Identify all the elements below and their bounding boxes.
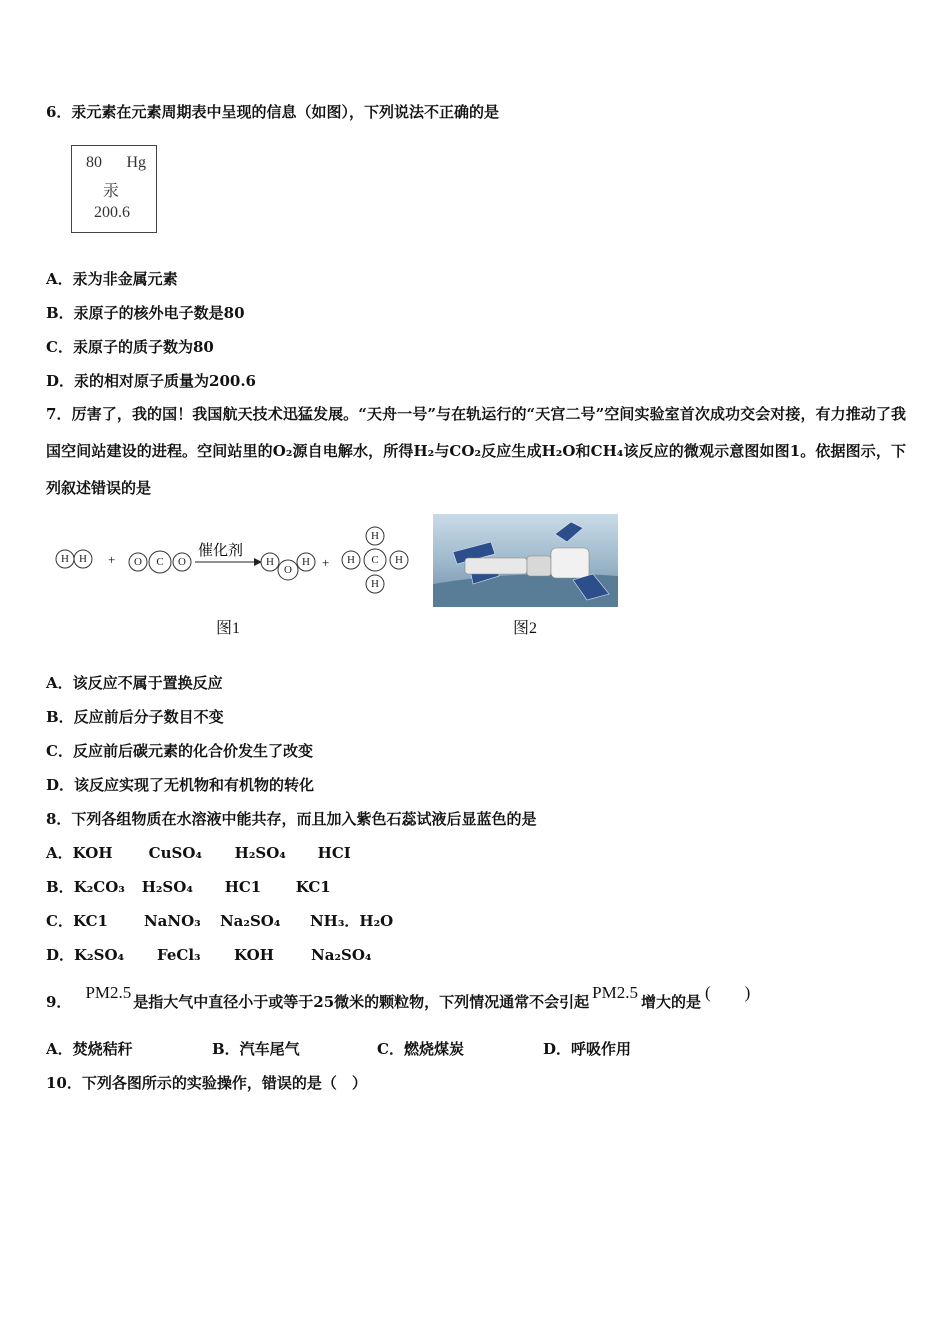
svg-text:O: O bbox=[178, 556, 186, 568]
pm25-term: PM2.5 bbox=[85, 983, 132, 1002]
h2-molecule bbox=[56, 550, 92, 568]
substance: KC1 bbox=[72, 912, 108, 930]
substance: K₂SO₄ bbox=[74, 946, 125, 964]
reaction-arrow bbox=[195, 558, 262, 566]
q10-stem: 10．下列各图所示的实验操作，错误的是（ ） bbox=[46, 1074, 367, 1092]
ch4-molecule bbox=[342, 527, 408, 593]
plus-sign: + bbox=[108, 552, 116, 567]
q8-option-d[interactable] bbox=[46, 945, 371, 965]
svg-text:H: H bbox=[302, 556, 310, 568]
co2-molecule bbox=[129, 551, 191, 573]
q7-option-d[interactable]: D．该反应实现了无机物和有机物的转化 bbox=[46, 776, 315, 794]
element-name: 汞 bbox=[103, 183, 120, 200]
h2o-molecule bbox=[261, 553, 315, 580]
figure2-caption: 图2 bbox=[513, 620, 538, 637]
figure1-caption: 图1 bbox=[216, 620, 241, 637]
substance: FeCl₃ bbox=[157, 946, 201, 964]
answer-blank: ( ) bbox=[705, 983, 751, 1002]
svg-text:H: H bbox=[79, 553, 87, 565]
q9-options bbox=[46, 1039, 631, 1059]
q9-option-a[interactable]: A．焚烧秸秆 bbox=[46, 1040, 133, 1058]
option-letter: D． bbox=[46, 946, 75, 964]
svg-text:H: H bbox=[371, 578, 379, 590]
svg-text:H: H bbox=[266, 556, 274, 568]
q7-option-a[interactable]: A．该反应不属于置换反应 bbox=[46, 674, 223, 692]
q9-stem bbox=[46, 983, 751, 1012]
substance: KOH bbox=[72, 844, 113, 862]
q7-stem: 7．厉害了，我的国！我国航天技术迅猛发展。“天舟一号”与在轨运行的“天宫二号”空间实验室首次成功交会对接，有力推动了我国空间站建设的进程。空间站里的O₂源自电解水，所得H₂与CO₂反应生成H₂O和CH₄该反应的微观示意图如图1。依据图示，下列叙述错误的是 bbox=[46, 405, 906, 497]
q8-option-c[interactable] bbox=[46, 911, 393, 931]
reaction-diagram bbox=[50, 522, 420, 597]
q8-option-b[interactable] bbox=[46, 877, 331, 897]
substance: K₂CO₃ bbox=[73, 878, 125, 896]
substance: NH₃．H₂O bbox=[309, 912, 394, 930]
substance: HC1 bbox=[224, 878, 262, 896]
q6-stem: 6．汞元素在元素周期表中呈现的信息（如图），下列说法不正确的是 bbox=[46, 103, 499, 121]
svg-text:H: H bbox=[61, 553, 69, 565]
option-letter: A． bbox=[46, 844, 73, 862]
q6-option-b[interactable]: B．汞原子的核外电子数是80 bbox=[46, 304, 245, 322]
svg-text:H: H bbox=[347, 554, 355, 566]
svg-text:H: H bbox=[371, 530, 379, 542]
substance: CuSO₄ bbox=[148, 844, 202, 862]
q9-option-d[interactable]: D．呼吸作用 bbox=[543, 1040, 632, 1058]
svg-text:O: O bbox=[134, 556, 142, 568]
plus-sign: + bbox=[322, 555, 330, 570]
q9-option-b[interactable]: B．汽车尾气 bbox=[212, 1040, 300, 1058]
q6-option-c[interactable]: C．汞原子的质子数为80 bbox=[46, 338, 214, 356]
q6-option-d[interactable]: D．汞的相对原子质量为200.6 bbox=[46, 372, 256, 390]
substance: KC1 bbox=[295, 878, 331, 896]
q9-tail: 增大的是 bbox=[640, 993, 701, 1011]
element-card-mercury bbox=[71, 145, 157, 233]
pm25-term: PM2.5 bbox=[592, 983, 638, 1002]
substance: H₂SO₄ bbox=[141, 878, 193, 896]
q7-option-b[interactable]: B．反应前后分子数目不变 bbox=[46, 708, 224, 726]
substance: Na₂SO₄ bbox=[311, 946, 372, 964]
substance: NaNO₃ bbox=[143, 912, 201, 930]
space-station-photo bbox=[433, 514, 618, 607]
atomic-mass: 200.6 bbox=[94, 204, 130, 221]
svg-text:C: C bbox=[156, 556, 164, 568]
option-letter: B． bbox=[46, 878, 74, 896]
substance: Na₂SO₄ bbox=[219, 912, 281, 930]
atomic-number: 80 bbox=[86, 154, 102, 171]
q9-option-c[interactable]: C．燃烧煤炭 bbox=[377, 1040, 464, 1058]
q7-option-c[interactable]: C．反应前后碳元素的化合价发生了改变 bbox=[46, 742, 313, 760]
substance: H₂SO₄ bbox=[234, 844, 286, 862]
svg-text:O: O bbox=[284, 564, 292, 576]
option-letter: C． bbox=[46, 912, 73, 930]
q9-text: 是指大气中直径小于或等于25微米的颗粒物，下列情况通常不会引起 bbox=[133, 993, 590, 1011]
q8-stem: 8．下列各组物质在水溶液中能共存，而且加入紫色石蕊试液后显蓝色的是 bbox=[46, 810, 537, 828]
q9-number: 9． bbox=[46, 993, 72, 1011]
svg-text:H: H bbox=[395, 554, 403, 566]
substance: HCI bbox=[317, 844, 351, 862]
element-symbol: Hg bbox=[126, 154, 146, 171]
catalyst-label: 催化剂 bbox=[198, 541, 244, 559]
q6-option-a[interactable]: A．汞为非金属元素 bbox=[46, 270, 178, 288]
q8-option-a[interactable] bbox=[46, 843, 351, 863]
svg-text:C: C bbox=[371, 554, 379, 566]
substance: KOH bbox=[234, 946, 274, 964]
